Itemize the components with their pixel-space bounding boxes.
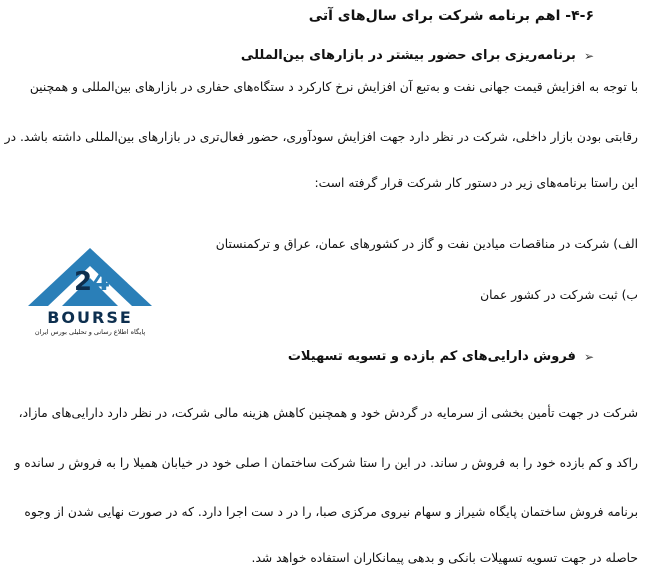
paragraph-line: شرکت در جهت تأمین بخشی از سرمایه در گردش خود و همچنین کاهش هزینه مالی شرکت، در نظر دارد دارایی‌های مازاد، <box>18 406 638 420</box>
paragraph-line: این راستا برنامه‌های زیر در دستور کار شرکت قرار گرفته است: <box>314 176 638 190</box>
logo-text: BOURSE <box>47 308 133 327</box>
subsection-title-assets <box>288 349 594 364</box>
arrow-bullet-icon: ➢ <box>583 48 594 63</box>
section-heading: ۴-۶- اهم برنامه شرکت برای سال‌های آتی <box>308 8 594 24</box>
arrow-bullet-icon: ➢ <box>583 349 594 364</box>
svg-text:2: 2 <box>74 267 93 297</box>
bourse-logo <box>18 246 162 344</box>
subsection-title-international <box>241 48 594 63</box>
paragraph-line: حاصله در جهت تسویه تسهیلات بانکی و بدهی پیمانکاران استفاده خواهد شد. <box>251 551 638 565</box>
paragraph-line: راکد و کم بازده خود را به فروش ر ساند. در این را ستا شرکت ساختمان ا صلی خود در خیابان همیلا را به فروش ر سانده و <box>14 456 638 470</box>
paragraph-line: برنامه فروش ساختمان پایگاه شیراز و سهام نیروی مرکزی صبا، را در د ست اجرا دارد. که در صورت نهایی شدن از وجوه <box>24 505 638 519</box>
svg-text:4: 4 <box>92 267 111 297</box>
paragraph-line: با توجه به افزایش قیمت جهانی نفت و به‌تبع آن افزایش نرخ کارکرد د ستگاه‌های حفاری در بازارهای بین‌المللی و همچنین <box>29 80 638 94</box>
subsection-title-text: فروش دارایی‌های کم بازده و تسویه تسهیلات <box>287 349 576 364</box>
list-item-b: ب) ثبت شرکت در کشور عمان <box>480 288 638 302</box>
paragraph-line: رقابتی بودن بازار داخلی، شرکت در نظر دارد جهت افزایش سودآوری، حضور فعال‌تری در بازارهای بین‌المللی داشته باشد. در <box>4 130 638 144</box>
logo-caption: پایگاه اطلاع رسانی و تحلیلی بورس ایران <box>34 328 146 336</box>
list-item-a: الف) شرکت در مناقصات میادین نفت و گاز در کشورهای عمان، عراق و ترکمنستان <box>215 237 638 251</box>
subsection-title-text: برنامه‌ریزی برای حضور بیشتر در بازارهای بین‌المللی <box>240 48 576 63</box>
bourse-logo-mark <box>18 246 162 308</box>
